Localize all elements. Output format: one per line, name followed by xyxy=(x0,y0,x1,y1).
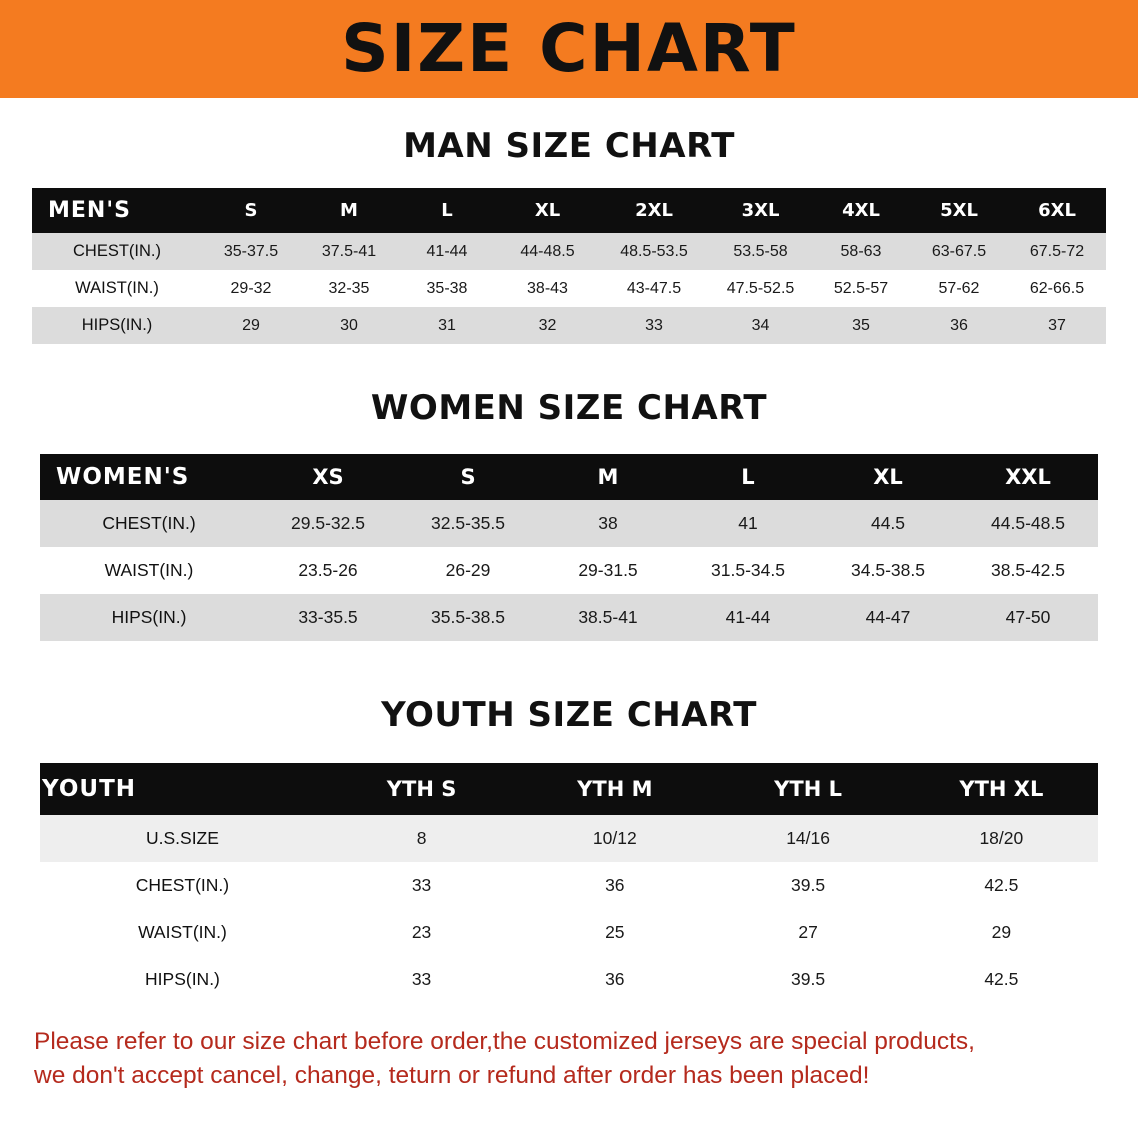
cell: 29-31.5 xyxy=(538,547,678,594)
cell: 52.5-57 xyxy=(812,270,910,307)
row-label-chest: CHEST(IN.) xyxy=(40,862,325,909)
table-header-row xyxy=(32,188,1106,233)
row-label-hips: HIPS(IN.) xyxy=(32,307,202,344)
cell: 67.5-72 xyxy=(1008,233,1106,270)
cell: 39.5 xyxy=(711,862,904,909)
cell: 23.5-26 xyxy=(258,547,398,594)
cell: 33 xyxy=(599,307,709,344)
cell: 18/20 xyxy=(905,815,1098,862)
cell: 31 xyxy=(398,307,496,344)
cell: 36 xyxy=(518,862,711,909)
cell: 37 xyxy=(1008,307,1106,344)
cell: 26-29 xyxy=(398,547,538,594)
note-line-1: Please refer to our size chart before order,the customized jerseys are special products, xyxy=(34,1028,975,1055)
cell: 43-47.5 xyxy=(599,270,709,307)
man-size-table xyxy=(32,188,1106,344)
col-header-yth-xl: YTH XL xyxy=(905,763,1098,815)
cell: 27 xyxy=(711,909,904,956)
table-row xyxy=(40,547,1098,594)
cell: 35 xyxy=(812,307,910,344)
youth-section-title: YOUTH SIZE CHART xyxy=(381,695,757,735)
col-header-mens: MEN'S xyxy=(32,188,202,233)
cell: 41-44 xyxy=(398,233,496,270)
cell: 31.5-34.5 xyxy=(678,547,818,594)
cell: 39.5 xyxy=(711,956,904,1003)
table-row xyxy=(40,500,1098,547)
return-policy-note xyxy=(34,1025,1104,1093)
cell: 42.5 xyxy=(905,956,1098,1003)
col-header-xs: XS xyxy=(258,454,398,500)
row-label-chest: CHEST(IN.) xyxy=(32,233,202,270)
cell: 32-35 xyxy=(300,270,398,307)
cell: 35-37.5 xyxy=(202,233,300,270)
cell: 10/12 xyxy=(518,815,711,862)
table-header-row xyxy=(40,454,1098,500)
cell: 38 xyxy=(538,500,678,547)
table-row xyxy=(32,307,1106,344)
cell: 35.5-38.5 xyxy=(398,594,538,641)
table-row xyxy=(40,862,1098,909)
cell: 29-32 xyxy=(202,270,300,307)
col-header-xl: XL xyxy=(818,454,958,500)
col-header-m: M xyxy=(300,188,398,233)
page-banner xyxy=(0,0,1138,98)
cell: 23 xyxy=(325,909,518,956)
col-header-s: S xyxy=(398,454,538,500)
cell: 38.5-42.5 xyxy=(958,547,1098,594)
table-row xyxy=(40,815,1098,862)
cell: 8 xyxy=(325,815,518,862)
cell: 44-47 xyxy=(818,594,958,641)
col-header-womens: WOMEN'S xyxy=(40,454,258,500)
table-row xyxy=(32,233,1106,270)
col-header-5xl: 5XL xyxy=(910,188,1008,233)
row-label-waist: WAIST(IN.) xyxy=(40,909,325,956)
cell: 29.5-32.5 xyxy=(258,500,398,547)
cell: 33 xyxy=(325,862,518,909)
table-row xyxy=(40,594,1098,641)
cell: 29 xyxy=(905,909,1098,956)
man-section-title: MAN SIZE CHART xyxy=(403,126,735,166)
page-title: SIZE CHART xyxy=(341,10,797,87)
cell: 14/16 xyxy=(711,815,904,862)
col-header-m: M xyxy=(538,454,678,500)
cell: 38.5-41 xyxy=(538,594,678,641)
cell: 34.5-38.5 xyxy=(818,547,958,594)
col-header-2xl: 2XL xyxy=(599,188,709,233)
cell: 53.5-58 xyxy=(709,233,812,270)
cell: 41-44 xyxy=(678,594,818,641)
cell: 36 xyxy=(910,307,1008,344)
cell: 42.5 xyxy=(905,862,1098,909)
col-header-l: L xyxy=(678,454,818,500)
cell: 44.5 xyxy=(818,500,958,547)
cell: 37.5-41 xyxy=(300,233,398,270)
table-row xyxy=(40,909,1098,956)
col-header-yth-l: YTH L xyxy=(711,763,904,815)
cell: 48.5-53.5 xyxy=(599,233,709,270)
women-size-table xyxy=(40,454,1098,641)
cell: 38-43 xyxy=(496,270,599,307)
col-header-yth-m: YTH M xyxy=(518,763,711,815)
col-header-youth: YOUTH xyxy=(40,763,325,815)
note-line-2: we don't accept cancel, change, teturn or refund after order has been placed! xyxy=(34,1061,870,1089)
cell: 57-62 xyxy=(910,270,1008,307)
cell: 63-67.5 xyxy=(910,233,1008,270)
cell: 58-63 xyxy=(812,233,910,270)
cell: 47.5-52.5 xyxy=(709,270,812,307)
cell: 25 xyxy=(518,909,711,956)
cell: 44.5-48.5 xyxy=(958,500,1098,547)
cell: 32.5-35.5 xyxy=(398,500,538,547)
row-label-us-size: U.S.SIZE xyxy=(40,815,325,862)
cell: 29 xyxy=(202,307,300,344)
women-section-title: WOMEN SIZE CHART xyxy=(370,388,768,428)
cell: 47-50 xyxy=(958,594,1098,641)
row-label-hips: HIPS(IN.) xyxy=(40,594,258,641)
cell: 62-66.5 xyxy=(1008,270,1106,307)
cell: 33 xyxy=(325,956,518,1003)
row-label-chest: CHEST(IN.) xyxy=(40,500,258,547)
table-row xyxy=(32,270,1106,307)
row-label-waist: WAIST(IN.) xyxy=(32,270,202,307)
col-header-6xl: 6XL xyxy=(1008,188,1106,233)
col-header-xl: XL xyxy=(496,188,599,233)
cell: 44-48.5 xyxy=(496,233,599,270)
cell: 35-38 xyxy=(398,270,496,307)
row-label-waist: WAIST(IN.) xyxy=(40,547,258,594)
cell: 30 xyxy=(300,307,398,344)
cell: 41 xyxy=(678,500,818,547)
table-row xyxy=(40,956,1098,1003)
col-header-xxl: XXL xyxy=(958,454,1098,500)
col-header-l: L xyxy=(398,188,496,233)
col-header-s: S xyxy=(202,188,300,233)
col-header-3xl: 3XL xyxy=(709,188,812,233)
cell: 33-35.5 xyxy=(258,594,398,641)
col-header-yth-s: YTH S xyxy=(325,763,518,815)
cell: 32 xyxy=(496,307,599,344)
cell: 36 xyxy=(518,956,711,1003)
col-header-4xl: 4XL xyxy=(812,188,910,233)
row-label-hips: HIPS(IN.) xyxy=(40,956,325,1003)
cell: 34 xyxy=(709,307,812,344)
youth-size-table xyxy=(40,763,1098,1003)
table-header-row xyxy=(40,763,1098,815)
